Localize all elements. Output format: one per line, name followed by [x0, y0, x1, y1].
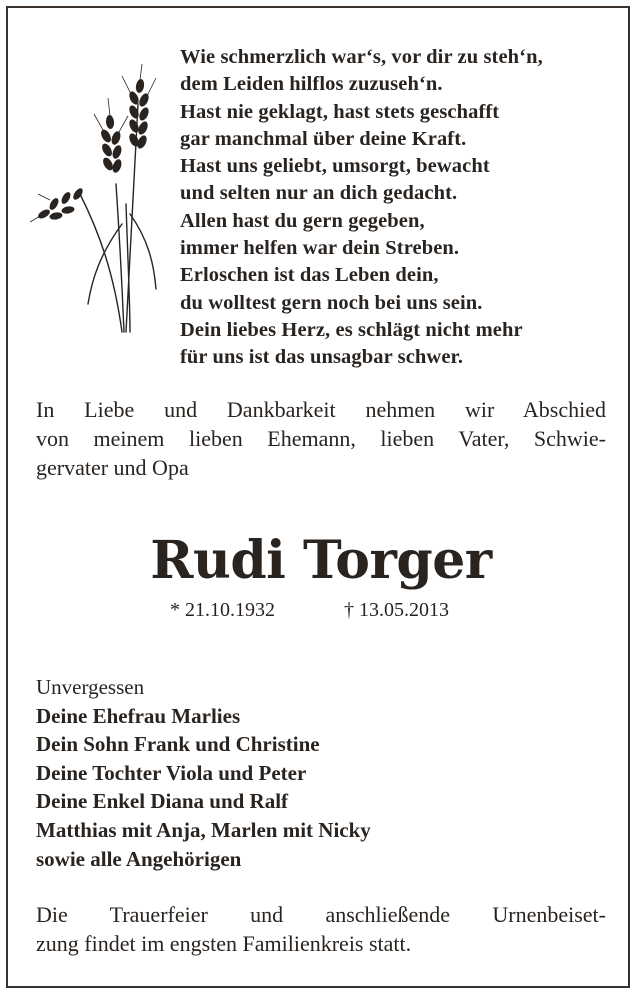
- poem-line: für uns ist das unsagbar schwer.: [180, 346, 464, 369]
- poem-line: dem Leiden hilflos zuzuseh‘n.: [180, 73, 443, 96]
- mourner-entry: Deine Tochter Viola und Peter: [36, 760, 307, 785]
- intro-line: In Liebe und Dankbarkeit nehmen wir Abschied: [36, 397, 606, 422]
- intro-line: gervater und Opa: [36, 455, 189, 480]
- deceased-name: Rudi Torger: [150, 530, 492, 591]
- poem-line: und selten nur an dich gedacht.: [180, 182, 458, 205]
- birth-date: * 21.10.1932: [170, 599, 275, 621]
- mourner-entry: Deine Enkel Diana und Ralf: [36, 789, 289, 814]
- poem-line: Hast nie geklagt, hast stets geschafft: [180, 100, 500, 123]
- mourners-list: [36, 673, 371, 873]
- closing-text: [36, 900, 606, 958]
- poem-line: Dein liebes Herz, es schlägt nicht mehr: [180, 318, 523, 341]
- mourners-lead: Unvergessen: [36, 675, 145, 699]
- mourner-entry: Dein Sohn Frank und Christine: [36, 732, 320, 757]
- poem-line: Hast uns geliebt, umsorgt, bewacht: [180, 155, 490, 178]
- death-date: † 13.05.2013: [344, 599, 449, 621]
- mourner-entry: sowie alle Angehörigen: [36, 846, 242, 871]
- poem-line: Erloschen ist das Leben dein,: [180, 264, 439, 287]
- mourner-entry: Matthias mit Anja, Marlen mit Nicky: [36, 817, 371, 842]
- poem-line: Allen hast du gern gegeben,: [180, 209, 425, 232]
- wheat-icon: [30, 64, 180, 334]
- poem: [180, 44, 543, 372]
- poem-line: du wolltest gern noch bei uns sein.: [180, 291, 483, 314]
- poem-line: immer helfen war dein Streben.: [180, 237, 460, 260]
- poem-line: gar manchmal über deine Kraft.: [180, 127, 467, 150]
- intro-text: [36, 395, 606, 482]
- closing-line: Die Trauerfeier und anschließende Urnenbeiset-: [36, 902, 606, 927]
- closing-line: zung findet im engsten Familienkreis statt.: [36, 931, 412, 956]
- mourner-entry: Deine Ehefrau Marlies: [36, 703, 241, 728]
- poem-line: Wie schmerzlich war‘s, vor dir zu steh‘n,: [180, 46, 543, 68]
- intro-line: von meinem lieben Ehemann, lieben Vater, Schwie-: [36, 426, 606, 451]
